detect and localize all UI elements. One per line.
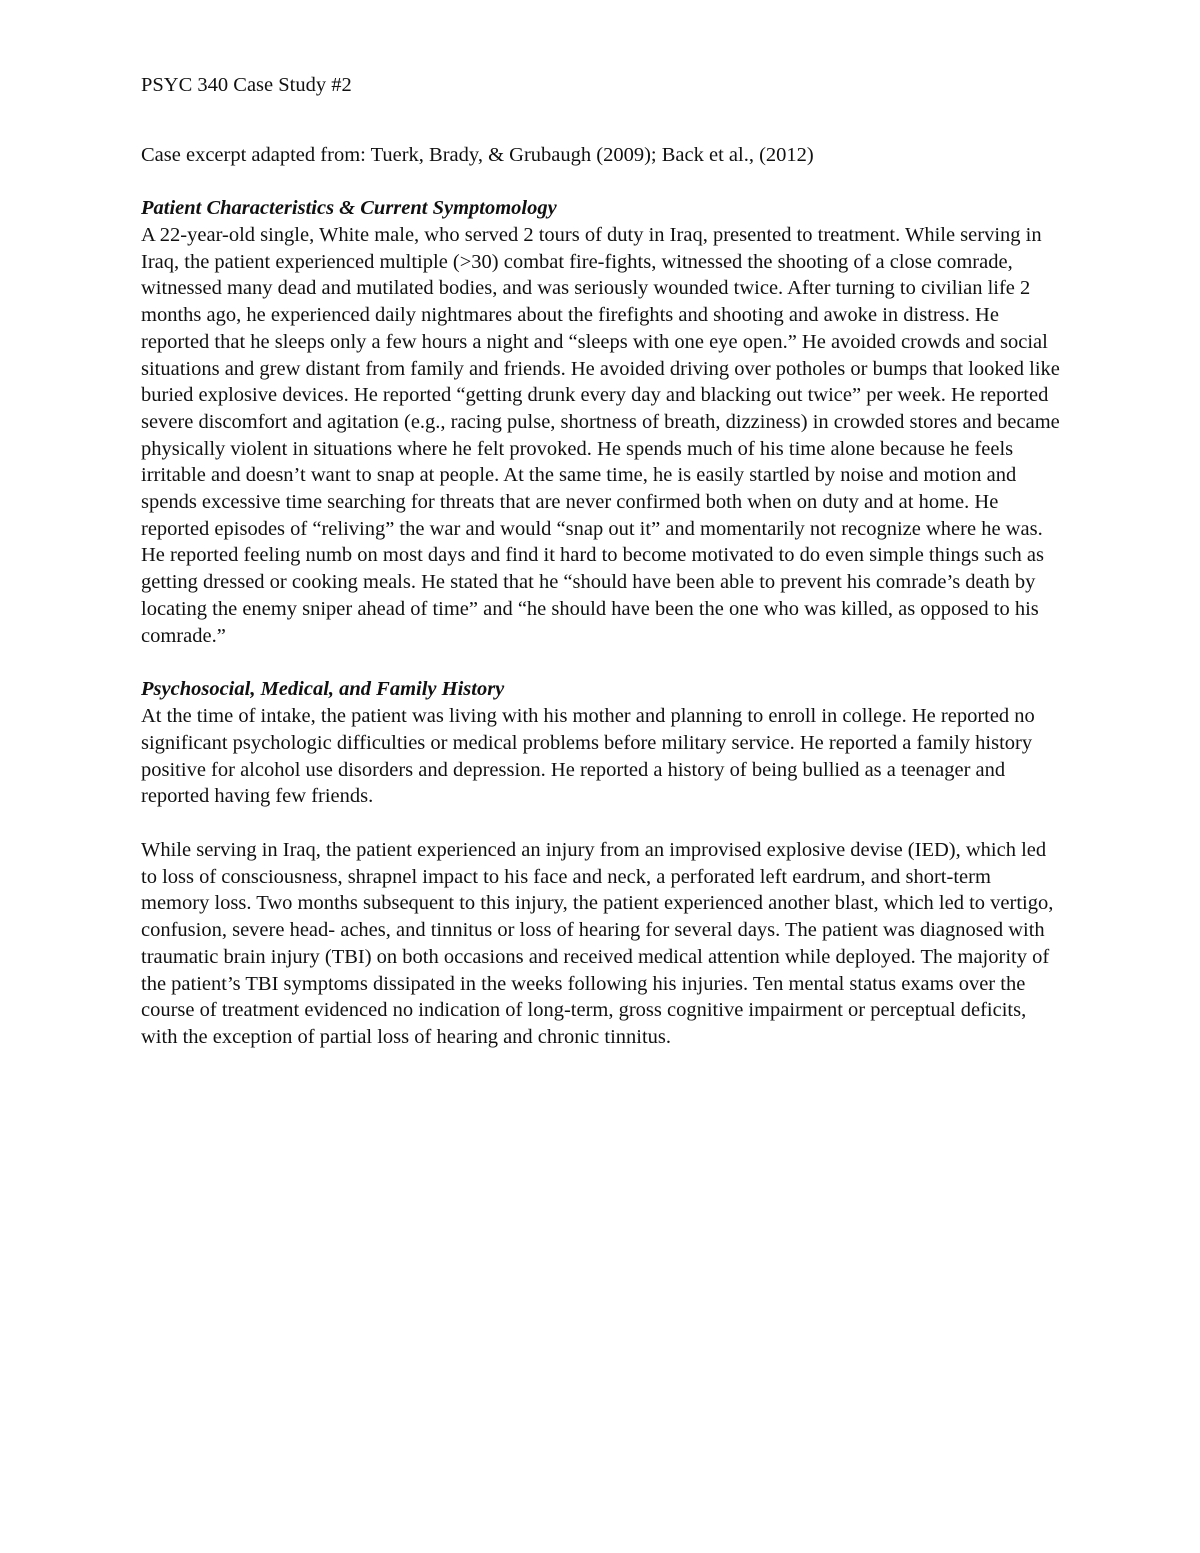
source-citation: Case excerpt adapted from: Tuerk, Brady, & Grubaugh (2009); Back et al., (2012) xyxy=(141,144,814,166)
section-heading-patient-characteristics: Patient Characteristics & Current Symptomology xyxy=(141,197,557,219)
document-page xyxy=(141,72,1061,1051)
section-heading-history: Psychosocial, Medical, and Family History xyxy=(141,678,505,701)
paragraph-psychosocial-history: At the time of intake, the patient was living with his mother and planning to enroll in college. He reported no significant psychologic difficulties or medical problems before military service. He reported a family history positive for alcohol use disorders and depression. He reported a history of being bullied as a teenager and reported having few friends. xyxy=(141,705,1035,808)
paragraph-symptomology: A 22-year-old single, White male, who served 2 tours of duty in Iraq, presented to treatment. While serving in Iraq, the patient experienced multiple (>30) combat fire-fights, witnessed the shooting of a close comrade, witnessed many dead and mutilated bodies, and was seriously wounded twice. After turning to civilian life 2 months ago, he experienced daily nightmares about the firefights and shooting and awoke in distress. He reported that he sleeps only a few hours a night and “sleeps with one eye open.” He avoided crowds and social situations and grew distant from family and friends. He avoided driving over potholes or bumps that looked like buried explosive devices. He reported “getting drunk every day and blacking out twice” per week. He reported severe discomfort and agitation (e.g., racing pulse, shortness of breath, dizziness) in crowded stores and became physically violent in situations where he felt provoked. He spends much of his time alone because he feels irritable and doesn’t want to snap at people. At the same time, he is easily startled by noise and motion and spends excessive time searching for threats that are never confirmed both when on duty and at home. He reported episodes of “reliving” the war and would “snap out it” and momentarily not recognize where he was. He reported feeling numb on most days and find it hard to become motivated to do even simple things such as getting dressed or cooking meals. He stated that he “should have been able to prevent his comrade’s death by locating the enemy sniper ahead of time” and “he should have been the one who was killed, as opposed to his comrade.” xyxy=(141,224,1060,647)
paragraph-medical-history: While serving in Iraq, the patient experienced an injury from an improvised explosive devise (IED), which led to loss of consciousness, shrapnel impact to his face and neck, a perforated left eardrum, and short-term memory loss. Two months subsequent to this injury, the patient experienced another blast, which led to vertigo, confusion, severe head- aches, and tinnitus or loss of hearing for several days. The patient was diagnosed with traumatic brain injury (TBI) on both occasions and received medical attention while deployed. The majority of the patient’s TBI symptoms dissipated in the weeks following his injuries. Ten mental status exams over the course of treatment evidenced no indication of long-term, gross cognitive impairment or perceptual deficits, with the exception of partial loss of hearing and chronic tinnitus. xyxy=(141,839,1054,1048)
document-title: PSYC 340 Case Study #2 xyxy=(141,74,352,96)
